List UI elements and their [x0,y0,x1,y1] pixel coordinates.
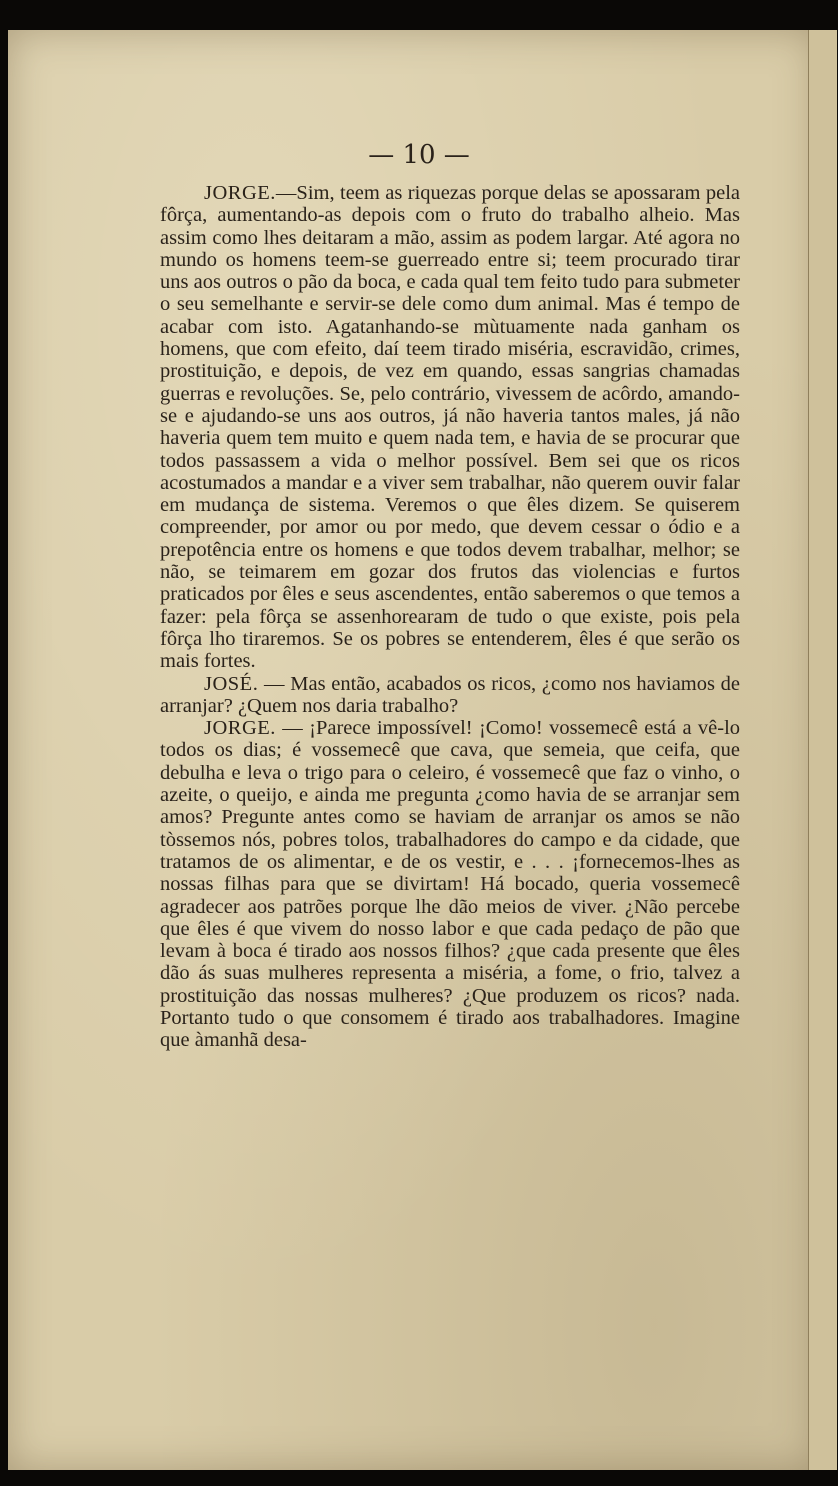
dialogue-paragraph-jorge-2 [160,717,740,1051]
dialogue-dash: — [275,182,297,204]
page-number: — 10 — [368,140,470,170]
dialogue-line: Sim, teem as riquezas porque delas se apossaram pela fôrça, aumentando-as depois com o fruto do trabalho alheio. Mas assim como lhes deitaram a mão, assim as podem largar. Até agora no mundo os homens teem-se guerreado entre si; teem procurado tirar uns aos outros o pão da boca, e cada qual tem feito tudo para submeter o seu semelhante e servir-se dele como dum animal. Mas é tempo de acabar com isto. Agatanhando-se mùtuamente nada ganham os homens, que com efeito, daí teem tirado miséria, escravidão, crimes, prostituição, e depois, de vez em quando, essas sangrias chamadas guerras e revoluções. Se, pelo contrário, vivessem de acôrdo, amando-se e ajudando-se uns aos outros, já não haveria tantos males, já não haveria quem tem muito e quem nada tem, e havia de se procurar que todos passassem a vida o melhor possível. Bem sei que os ricos acostumados a mandar e a viver sem trabalhar, não querem ouvir falar em mudança de sistema. Veremos o que êles dizem. Se quiserem compreender, por amor ou por medo, que devem cessar o ódio e a prepotência entre os homens e que todos devem trabalhar, melhor; se não, se teimarem em gozar dos frutos das violencias e furtos praticados por êles e seus ascendentes, então saberemos o que temos a fazer: pela fôrça se assenhorearam de tudo o que existe, pois pela fôrça lho tiraremos. Se os pobres se entenderem, êles é que serão os mais fortes. [160,182,740,673]
dialogue-paragraph-jose [160,673,740,718]
dialogue-dash: — [282,717,303,740]
dialogue-dash: — [264,672,285,695]
next-page-edge [808,30,837,1470]
dialogue-paragraph-jorge-1 [160,182,740,673]
speaker-name: JORGE. [204,182,276,204]
speaker-name: JOSÉ. [204,672,259,695]
speaker-name: JORGE. [204,717,276,740]
dialogue-text [160,182,740,1052]
dialogue-line: ¡Parece impossível! ¡Como! vossemecê está a vê-lo todos os dias; é vossemecê que cava, que semeia, que ceifa, que debulha e leva o trigo para o celeiro, é vossemecê que faz o vinho, o azeite, o queijo, e ainda me pregunta ¿como havia de se arranjar sem amos? Pregunte antes como se haviam de arranjar os amos se não tòssemos nós, pobres tolos, trabalhadores do campo e da cidade, que tratamos de os alimentar, e de os vestir, e . . . ¡fornecemos-lhes as nossas filhas para que se divirtam! Há bocado, queria vossemecê agradecer aos patrões porque lhe dão meios de viver. ¿Não percebe que êles é que vivem do nosso labor e que cada pedaço de pão que levam à boca é tirado aos nossos filhos? ¿que cada presente que êles dão ás suas mulheres representa a miséria, a fome, o frio, talvez a prostituição das nossas mulheres? ¿Que produzem os ricos? nada. Portanto tudo o que consomem é tirado aos trabalhadores. Imagine que àmanhã desa- [160,717,741,1052]
dialogue-line: Mas então, acabados os ricos, ¿como nos haviamos de arranjar? ¿Quem nos daria trabalho? [160,672,741,717]
